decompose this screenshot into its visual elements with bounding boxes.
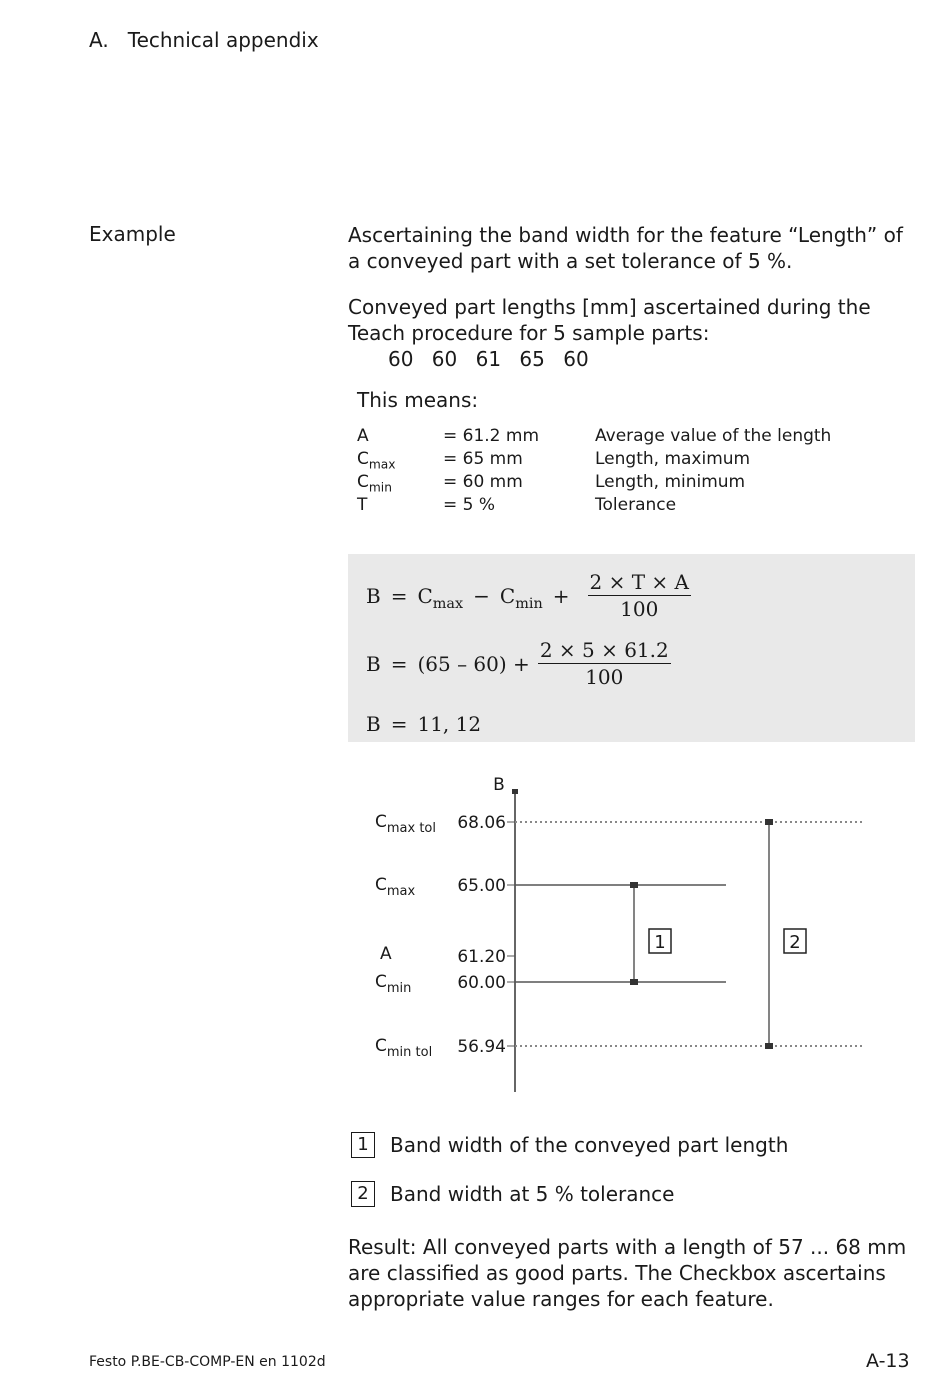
band-1-top-cap: [630, 882, 638, 888]
tick-label: 68.06: [457, 813, 506, 833]
level-label: $C_{min}$: [375, 972, 412, 996]
chapter-title: Technical appendix: [127, 28, 319, 52]
definition-row: [357, 495, 831, 518]
definition-row: [357, 426, 831, 449]
definition-description: Tolerance: [595, 495, 677, 515]
definition-symbol: T: [357, 495, 368, 515]
intro-paragraph-2: [348, 294, 908, 372]
example-label: Example: [89, 222, 176, 246]
formula-box: [348, 554, 915, 742]
level-label: $C_{max tol}$: [375, 812, 436, 836]
definitions-table: [357, 426, 831, 518]
definition-symbol: A: [357, 426, 369, 446]
level-label: $C_{min tol}$: [375, 1036, 433, 1060]
band-2-bottom-cap: [765, 1043, 773, 1049]
definition-value: = 65 mm: [443, 449, 523, 469]
definition-description: Average value of the length: [595, 426, 832, 446]
legend-item-2: [351, 1181, 674, 1207]
tick-label: 65.00: [457, 876, 506, 896]
definition-description: Length, minimum: [595, 472, 746, 492]
definition-value: = 60 mm: [443, 472, 523, 492]
band-2-top-cap: [765, 819, 773, 825]
fraction: $\frac{2 \times 5 \times 61.2}{100}$: [539, 638, 669, 689]
intro-paragraph-1: Ascertaining the band width for the feature “Length” of a conveyed part with a set tolerance of 5 %.: [348, 223, 903, 273]
legend-item-1: [351, 1132, 788, 1158]
definition-symbol: $C_{min}$: [357, 472, 392, 495]
tick-label: 60.00: [457, 973, 506, 993]
definition-row: [357, 449, 831, 472]
definition-row: [357, 472, 831, 495]
band-2-marker-label: 2: [789, 932, 801, 953]
formula-substituted: B = (65 – 60) + $\frac{2 \times 5 \times 61.2}{100}$: [366, 638, 669, 689]
legend-text: Band width of the conveyed part length: [390, 1133, 789, 1157]
tick-label: 56.94: [457, 1037, 506, 1057]
definition-description: Length, maximum: [595, 449, 751, 469]
legend-marker: 2: [351, 1181, 375, 1207]
means-heading: This means:: [357, 388, 479, 412]
axis-arrow-head: [512, 789, 518, 794]
legend-text: Band width at 5 % tolerance: [390, 1182, 675, 1206]
level-label: A: [380, 944, 392, 964]
axis-label: B: [493, 775, 505, 795]
formula-general: B = $C_{max}$ − $C_{min}$ + $\frac{2 \times T \times A}{100}$: [366, 570, 689, 621]
legend-marker: 1: [351, 1132, 375, 1158]
intro-paragraph-2-text: Conveyed part lengths [mm] ascertained during the Teach procedure for 5 sample parts:: [348, 295, 871, 345]
chapter-letter: A.: [89, 28, 109, 52]
band-1-bottom-cap: [630, 979, 638, 985]
page-header: [89, 28, 319, 52]
footer-doc-id: Festo P.BE-CB-COMP-EN en 1102d: [89, 1354, 326, 1370]
sample-values: 60 60 61 65 60: [388, 347, 589, 371]
result-paragraph: Result: All conveyed parts with a length of 57 ... 68 mm are classified as good parts. The Checkbox ascertains appropriate value ranges for each feature.: [348, 1235, 907, 1311]
definition-symbol: $C_{max}$: [357, 449, 396, 472]
formula-result: B = 11, 12: [366, 712, 482, 736]
tick-label: 61.20: [457, 947, 506, 967]
page-number: A-13: [866, 1350, 910, 1372]
level-label: $C_{max}$: [375, 875, 416, 899]
definition-value: = 5 %: [443, 495, 496, 515]
fraction: $\frac{2 \times T \times A}{100}$: [589, 570, 689, 621]
band-1-marker-label: 1: [654, 932, 666, 953]
band-width-chart: [348, 770, 878, 1100]
definition-value: = 61.2 mm: [443, 426, 540, 446]
